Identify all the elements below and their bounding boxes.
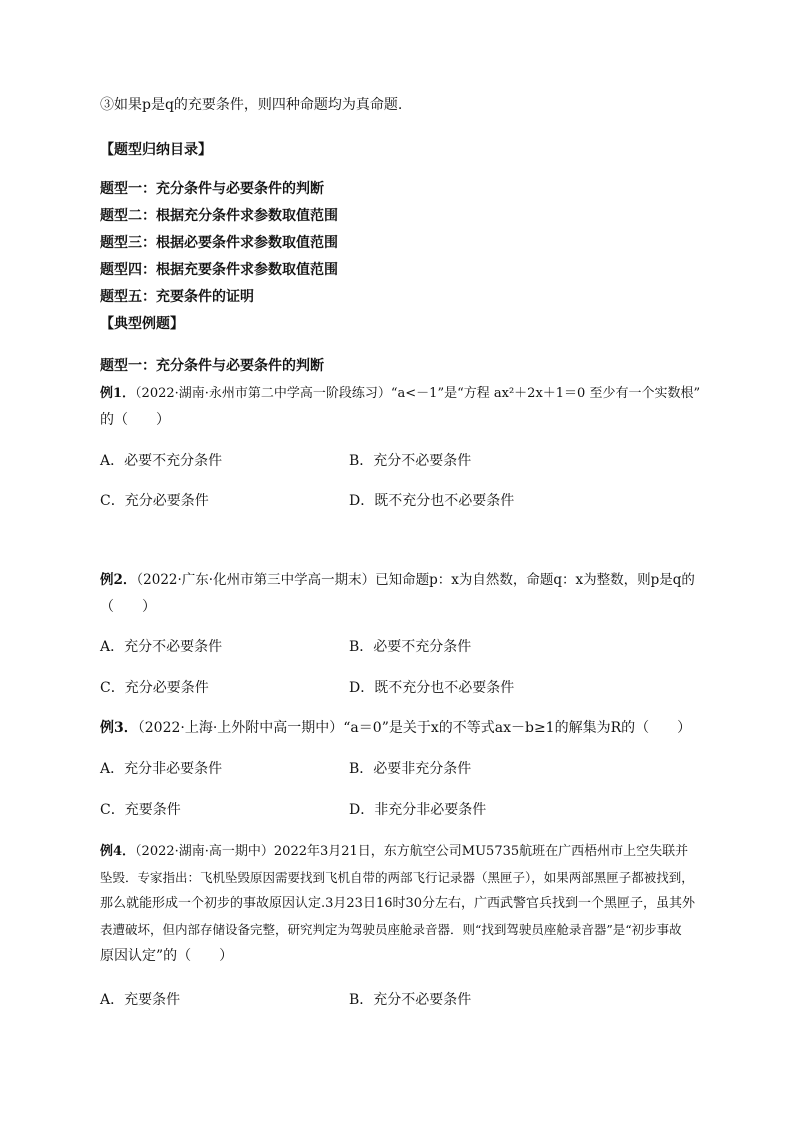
example-text: （2022·广东·化州市第三中学高一期末）已知命题p：x为自然数，命题q：x为整数，则p是q的 [136, 572, 695, 588]
option-b: B．充分不必要条件 [349, 453, 472, 469]
example-4-line5: 原因认定”的（ ） [100, 948, 234, 964]
example-2 [100, 570, 695, 590]
toc-item: 题型五：充要条件的证明 [100, 289, 254, 305]
example-text: （2022·上海·上外附中高一期中）“a＝0”是关于x的不等式ax－b≥1的解集为R的（ ） [137, 720, 692, 736]
toc-heading: 【题型归纳目录】 [100, 142, 212, 158]
example-label: 例1． [100, 386, 136, 401]
option-a: A．必要不充分条件 [100, 453, 223, 469]
option-d: D．非充分非必要条件 [349, 802, 487, 818]
option-b: B．充分不必要条件 [349, 992, 472, 1008]
example-label: 例3． [100, 720, 138, 736]
option-b: B．必要不充分条件 [349, 639, 472, 655]
toc-item: 题型三：根据必要条件求参数取值范围 [100, 235, 338, 251]
example-text: （2022·湖南·永州市第二中学高一阶段练习）“a<－1”是“方程 ax²＋2x＋1＝0 至少有一个实数根” [135, 386, 701, 401]
example-1 [100, 384, 700, 404]
example-4 [100, 842, 688, 862]
example-2-line2: （ ） [100, 599, 156, 615]
option-d: D．既不充分也不必要条件 [349, 493, 515, 509]
option-c: C．充分必要条件 [100, 680, 209, 696]
examples-heading: 【典型例题】 [100, 316, 184, 332]
intro-item-3: ③如果p是q的充要条件，则四种命题均为真命题. [100, 97, 403, 113]
example-4-line2: 坠毁．专家指出：飞机坠毁原因需要找到飞机自带的两部飞行记录器（黑匣子），如果两部黑匣子都被找到， [100, 870, 694, 885]
option-a: A．充分不必要条件 [100, 639, 223, 655]
option-d: D．既不充分也不必要条件 [349, 680, 515, 696]
option-a: A．充分非必要条件 [100, 761, 223, 777]
option-a: A．充要条件 [100, 992, 181, 1008]
option-c: C．充分必要条件 [100, 493, 209, 509]
example-3 [100, 718, 691, 738]
example-1-line2: 的（ ） [100, 412, 170, 428]
section-1-title: 题型一：充分条件与必要条件的判断 [100, 358, 324, 374]
example-label: 例2． [100, 572, 137, 588]
toc-item: 题型二：根据充分条件求参数取值范围 [100, 208, 338, 224]
example-4-line4: 表遭破坏，但内部存储设备完整，研究判定为驾驶员座舱录音器．则“找到驾驶员座舱录音器”是“初步事故 [100, 922, 682, 937]
example-4-line3: 那么就能形成一个初步的事故原因认定.3月23日16时30分左右，广西武警官兵找到一个黑匣子，虽其外 [100, 896, 696, 911]
toc-item: 题型一：充分条件与必要条件的判断 [100, 181, 324, 197]
option-c: C．充要条件 [100, 802, 181, 818]
example-label: 例4． [100, 844, 136, 859]
example-text: （2022·湖南·高一期中）2022年3月21日，东方航空公司MU5735航班在广西梧州市上空失联并 [135, 844, 689, 859]
option-b: B．必要非充分条件 [349, 761, 472, 777]
toc-item: 题型四：根据充要条件求参数取值范围 [100, 262, 338, 278]
